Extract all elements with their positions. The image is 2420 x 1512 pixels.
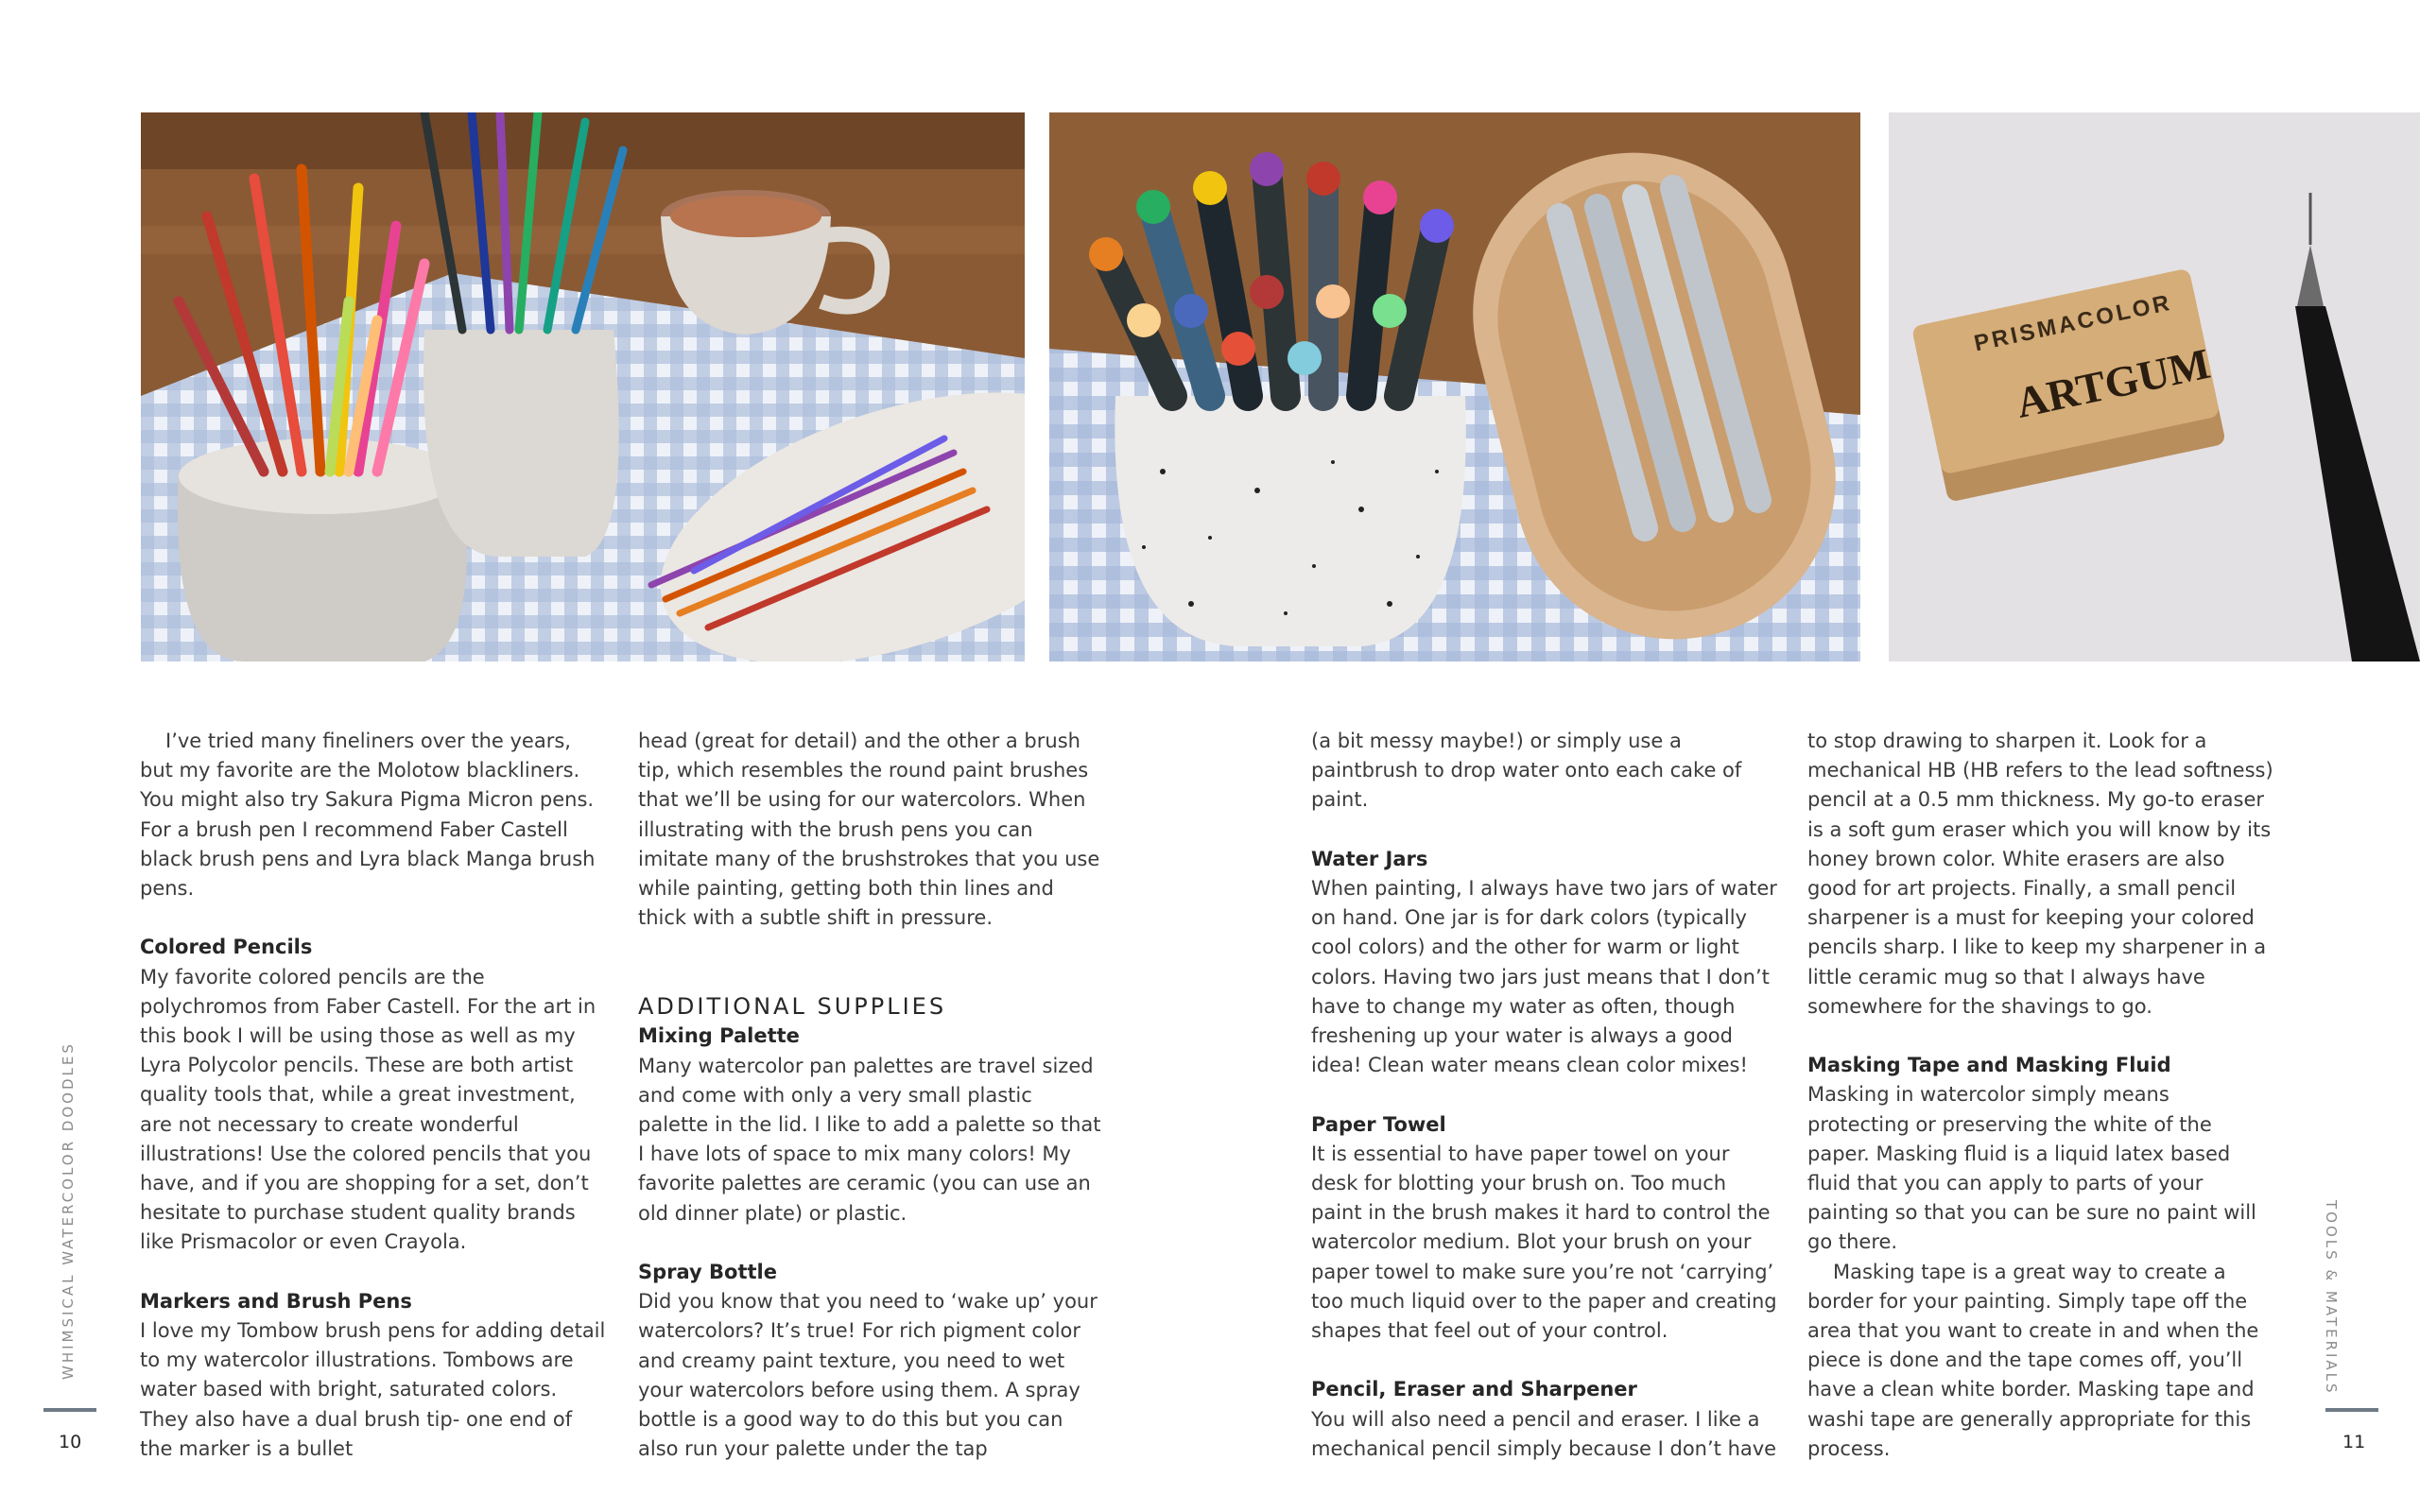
eraser-name-text: ARTGUM: [2012, 338, 2215, 427]
paragraph: I’ve tried many fineliners over the years, but my favorite are the Molotow blackliners. You might also try Sakura Pigma Micron pens. For a brush pen I recommend Faber Castell black brush pens and Lyra black Manga brush pens.: [140, 730, 596, 901]
running-head-left: WHIMSICAL WATERCOLOR DOODLES: [60, 1041, 77, 1380]
eraser-brand-text: PRISMACOLOR: [1972, 289, 2174, 357]
subheading-spray-bottle: Spray Bottle: [638, 1261, 777, 1284]
paragraph: Masking tape is a great way to create a border for your painting. Simply tape off the area that you want to create in and when the piece is done and the tape comes off, you’ll have a clean white border. Masking tape and washi tape are generally appropriate for this process.: [1807, 1260, 2259, 1460]
paragraph: head (great for detail) and the other a brush tip, which resembles the round paint brushes that we’ll be using for our watercolors. When illustrating with the brush pens you can imitate many of the brushstrokes that you use while painting, getting both thin lines and thick with a subtle shift in pressure.: [638, 730, 1100, 930]
right-page-column-2: [1807, 727, 2274, 1464]
photo-brush-pens: [1049, 112, 1860, 662]
footer-rule-left: [43, 1408, 96, 1412]
paragraph: It is essential to have paper towel on your desk for blotting your brush on. Too much paint in the brush makes it hard to control the watercolor medium. Blot your brush on your paper towel to make sure you’re not ‘carrying’ too much liquid over to the paper and creating shapes that feel out of your control.: [1311, 1142, 1777, 1343]
subheading-colored-pencils: Colored Pencils: [140, 936, 313, 959]
page-number-left: 10: [59, 1432, 82, 1452]
paragraph: My favorite colored pencils are the polychromos from Faber Castell. For the art in this book I will be using those as well as my Lyra Polycolor pencils. These are both artist quality tools that, while a great investment, are not necessary to create wonderful illustrations! Use the colored pencils that you have, and if you are shopping for a set, don’t hesitate to purchase student quality brands like Prismacolor or even Crayola.: [140, 965, 596, 1254]
paragraph: to stop drawing to sharpen it. Look for a mechanical HB (HB refers to the lead softness) pencil at a 0.5 mm thickness. My go-to eraser is a soft gum eraser which you will know by its honey brown color. White erasers are also good for art projects. Finally, a small pencil sharpener is a must for keeping your colored pencils sharp. I like to keep my sharpener in a little ceramic mug so that I always have somewhere for the shavings to go.: [1807, 730, 2273, 1018]
footer-rule-right: [2325, 1408, 2378, 1412]
photo-eraser-pencil: [1889, 112, 2420, 662]
left-page-column-2: [638, 727, 1105, 1464]
page-number-right: 11: [2342, 1432, 2366, 1452]
subheading-pencil-eraser: Pencil, Eraser and Sharpener: [1311, 1378, 1637, 1401]
subheading-markers: Markers and Brush Pens: [140, 1289, 412, 1313]
photo-colored-pencils: [141, 112, 1025, 662]
subheading-paper-towel: Paper Towel: [1311, 1112, 1446, 1136]
paragraph: I love my Tombow brush pens for adding detail to my watercolor illustrations. Tombows are water based with bright, saturated colors. They also have a dual brush tip- one end of the marker is a bullet: [140, 1319, 606, 1460]
paragraph: Many watercolor pan palettes are travel sized and come with only a very small plastic palette in the lid. I like to add a palette so that I have lots of space to mix many colors! My favorite palettes are ceramic (you can use an old dinner plate) or plastic.: [638, 1054, 1101, 1225]
paragraph: (a bit messy maybe!) or simply use a paintbrush to drop water onto each cake of paint.: [1311, 730, 1742, 812]
right-page-column-1: [1311, 727, 1778, 1464]
paragraph: When painting, I always have two jars of water on hand. One jar is for dark colors (typically cool colors) and the other for warm or light colors. Having two jars just means that I don’t have to change my water as often, though freshening up your water is always a good idea! Clean water means clean color mixes!: [1311, 877, 1777, 1077]
paragraph: Masking in watercolor simply means protecting or preserving the white of the paper. Masking fluid is a liquid latex based fluid that you can apply to parts of your painting so that you can be sure no paint will go there.: [1807, 1083, 2256, 1254]
paragraph: Did you know that you need to ‘wake up’ your watercolors? It’s true! For rich pigment color and creamy paint texture, you need to wet your watercolors before using them. A spray bottle is a good way to do this but you can also run your palette under the tap: [638, 1290, 1098, 1461]
left-page-column-1: [140, 727, 607, 1464]
paragraph: You will also need a pencil and eraser. I like a mechanical pencil simply because I don’t have: [1311, 1407, 1777, 1460]
running-head-right: TOOLS & MATERIALS: [2323, 1200, 2340, 1396]
subheading-mixing-palette: Mixing Palette: [638, 1024, 800, 1048]
subheading-water-jars: Water Jars: [1311, 847, 1428, 870]
section-heading-additional-supplies: ADDITIONAL SUPPLIES: [638, 993, 947, 1021]
subheading-masking: Masking Tape and Masking Fluid: [1807, 1054, 2171, 1077]
